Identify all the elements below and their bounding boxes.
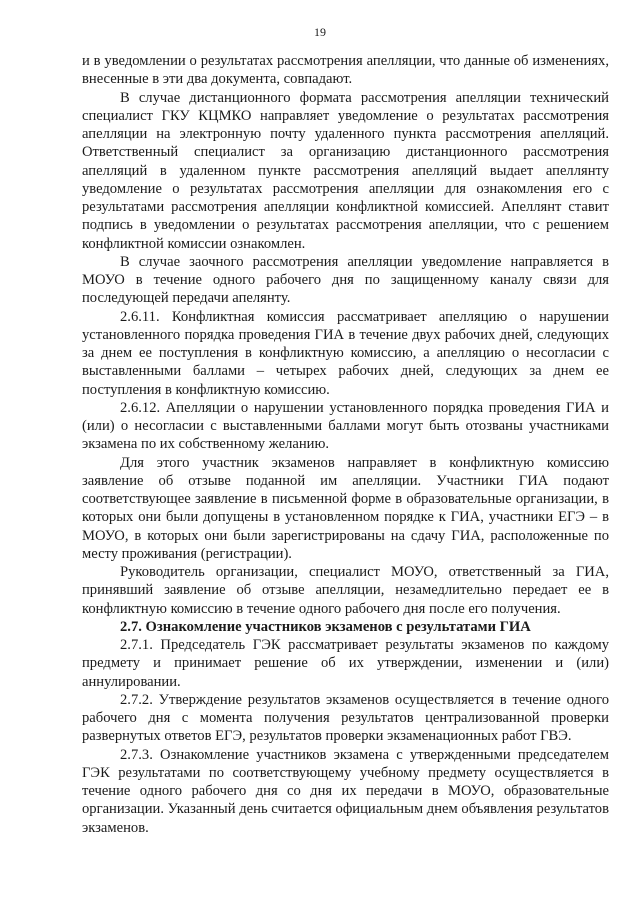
paragraph: В случае заочного рассмотрения апелляции уведомление направляется в МОУО в течение одного рабочего дня по защищенному каналу связи для последующей передачи апелянту. [82, 253, 609, 307]
paragraph: и в уведомлении о результатах рассмотрения апелляции, что данные об изменениях, внесенные в эти два документа, совпадают. [82, 53, 609, 88]
paragraph: 2.7.3. Ознакомление участников экзамена с утвержденными председателем ГЭК результатами по соответствующему учебному предмету осуществляется в течение одного рабочего дня со дня их передачи в МОУО, образовательные организации. Указанный день считается официальным днем объявления результатов экзаменов. [82, 746, 609, 836]
paragraph: Для этого участник экзаменов направляет в конфликтную комиссию заявление об отзыве поданной им апелляции. Участники ГИА подают соответствующее заявление в письменной форме в образовательные организации, в которых они были допущены в установленном порядке к ГИА, участники ЕГЭ – в МОУО, в которых они были зарегистрированы на сдачу ГИА, расположенные по месту проживания (регистрации). [82, 454, 609, 562]
paragraph: Руководитель организации, специалист МОУО, ответственный за ГИА, принявший заявление об отзыве апелляции, незамедлительно передает ее в конфликтную комиссию в течение одного рабочего дня после его получения. [82, 564, 609, 617]
section-heading: 2.7. Ознакомление участников экзаменов с результатами ГИА [120, 618, 531, 635]
paragraph: 2.6.12. Апелляции о нарушении установленного порядка проведения ГИА и (или) о несогласии с выставленными баллами могут быть отозваны участниками экзамена по их собственному желанию. [82, 399, 609, 453]
paragraph: 2.6.11. Конфликтная комиссия рассматривает апелляцию о нарушении установленного порядка проведения ГИА в течение двух рабочих дней, следующих за днем ее поступления в конфликтную комиссию, а апелляцию о несогласии с выставленными баллами – четырех рабочих дней, следующих за днем ее поступления в конфликтную комиссию. [82, 308, 609, 398]
document-body [82, 52, 609, 837]
paragraph: 2.7.2. Утверждение результатов экзаменов осуществляется в течение одного рабочего дня с момента получения результатов централизованной проверки развернутых ответов ЕГЭ, результатов проверки экзаменационных работ ГВЭ. [82, 691, 609, 745]
paragraph: 2.7.1. Председатель ГЭК рассматривает результаты экзаменов по каждому предмету и принимает решение об их утверждении, изменении и (или) аннулировании. [82, 637, 609, 690]
page-number: 19 [314, 25, 326, 39]
paragraph: В случае дистанционного формата рассмотрения апелляции технический специалист ГКУ КЦМКО направляет уведомление о результатах рассмотрения апелляции на электронную почту удаленного пункта рассмотрения апелляций. Ответственный специалист за организацию дистанционного рассмотрения апелляций в удаленном пункте рассмотрения апелляций выдает апеллянту уведомление о результатах рассмотрения апелляции для ознакомления его с результатами рассмотрения апелляции конфликтной комиссией. Апеллянт ставит подпись в уведомлении о результатах рассмотрения апелляции, что с решением конфликтной комиссии ознакомлен. [82, 89, 609, 252]
